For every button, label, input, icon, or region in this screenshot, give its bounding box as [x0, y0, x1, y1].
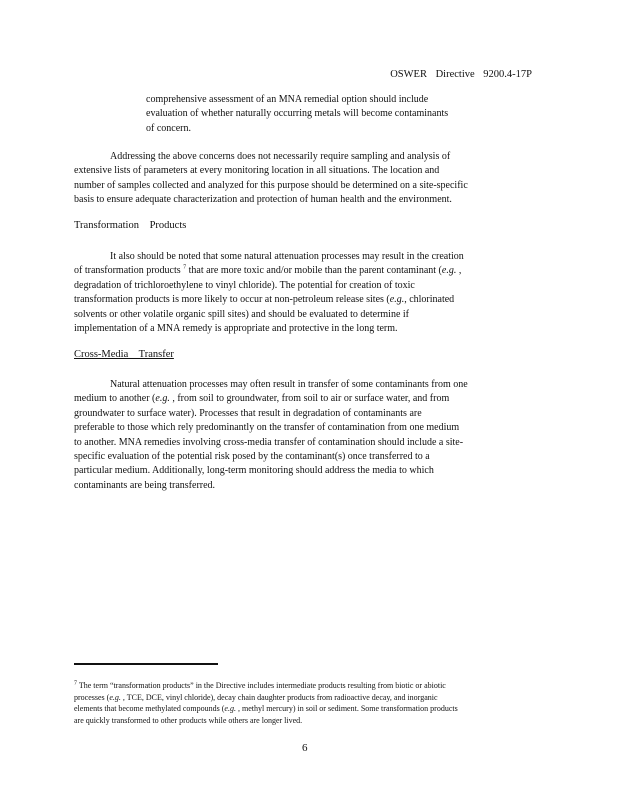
- text-line: particular medium. Additionally, long-term monitoring should address the media to which: [74, 465, 434, 477]
- text-span: of transformation products: [74, 265, 184, 277]
- text-line: preferable to those which rely predominantly on the transfer of contamination from one medium: [74, 422, 460, 434]
- text-line: Addressing the above concerns does not necessarily require sampling and analysis of: [110, 151, 451, 162]
- text-span: medium to another (: [74, 393, 156, 405]
- footnote-line: [74, 692, 544, 704]
- section-heading-cross-media-transfer: Cross-Media Transfer: [74, 349, 174, 360]
- footnote-marker: 7: [183, 265, 187, 272]
- page-number: 6: [302, 742, 308, 754]
- paragraph-mna-metals: [146, 93, 448, 136]
- text-line: [74, 392, 468, 406]
- section-heading-transformation-products: Transformation Products: [74, 220, 187, 231]
- eg-abbreviation: e.g.: [155, 393, 170, 405]
- text-line: number of samples collected and analyzed for this purpose should be determined on a site-specific: [74, 179, 468, 191]
- text-line: to another. MNA remedies involving cross-media transfer of contamination should include a site-: [74, 436, 464, 448]
- footnote-line: [74, 703, 544, 715]
- text-line: comprehensive assessment of an MNA remedial option should include: [146, 94, 429, 105]
- eg-abbreviation: e.g.: [109, 692, 121, 702]
- text-line: solvents or other volatile organic spill sites) and should be evaluated to determine if: [74, 308, 410, 320]
- text-line: contaminants are being transferred.: [74, 479, 216, 491]
- text-line: It also should be noted that some natural attenuation processes may result in the creation: [110, 251, 464, 262]
- footnote-separator: [74, 663, 218, 665]
- text-span: , from soil to groundwater, from soil to air or surface water, and from: [169, 393, 450, 405]
- text-span: elements that become methylated compounds (: [74, 704, 225, 714]
- text-line: degradation of trichloroethylene to vinyl chloride). The potential for creation of toxic: [74, 279, 415, 291]
- text-span: that are more toxic and/or mobile than the parent contaminant (: [186, 265, 442, 277]
- footnote-marker: 7: [74, 680, 77, 687]
- text-line: of concern.: [146, 122, 191, 134]
- paragraph-cross-media-transfer: [74, 378, 468, 493]
- eg-abbreviation: e.g.: [441, 265, 457, 277]
- text-line: specific evaluation of the potential risk posed by the contaminant(s) once transferred to a: [74, 451, 430, 463]
- directive-header: OSWER Directive 9200.4-17P: [390, 69, 532, 80]
- text-line: extensive lists of parameters at every monitoring location in all situations. The location and: [74, 165, 440, 177]
- text-span: transformation products is more likely to occur at non-petroleum release sites (: [74, 294, 390, 306]
- text-line: basis to ensure adequate characterization and protection of human health and the environment.: [74, 194, 452, 206]
- paragraph-transformation-products: [74, 250, 464, 336]
- paragraph-addressing-concerns: [74, 150, 468, 208]
- eg-abbreviation: e.g.: [224, 704, 236, 714]
- eg-abbreviation: e.g.: [389, 294, 405, 306]
- footnote-7: [74, 680, 544, 726]
- text-span: , methyl mercury) in soil or sediment. Some transformation products: [235, 704, 458, 714]
- text-span: processes (: [74, 692, 110, 702]
- text-line: groundwater to surface water). Processes that result in degradation of contaminants are: [74, 407, 422, 419]
- text-span: , chlorinated: [404, 294, 455, 306]
- text-line: [74, 264, 464, 278]
- text-line: evaluation of whether naturally occurring metals will become contaminants: [146, 108, 449, 120]
- text-span: The term “transformation products” in the Directive includes intermediate products resulting from biotic or abiotic: [77, 681, 446, 690]
- text-line: [74, 293, 464, 307]
- text-line: implementation of a MNA remedy is appropriate and protective in the long term.: [74, 323, 398, 335]
- footnote-line: are quickly transformed to other products while others are longer lived.: [74, 715, 303, 725]
- footnote-line: [74, 680, 544, 692]
- text-span: , TCE, DCE, vinyl chloride), decay chain daughter products from radioactive decay, and inorganic: [120, 692, 438, 702]
- text-span: ,: [456, 265, 462, 277]
- text-line: Natural attenuation processes may often result in transfer of some contaminants from one: [110, 379, 468, 390]
